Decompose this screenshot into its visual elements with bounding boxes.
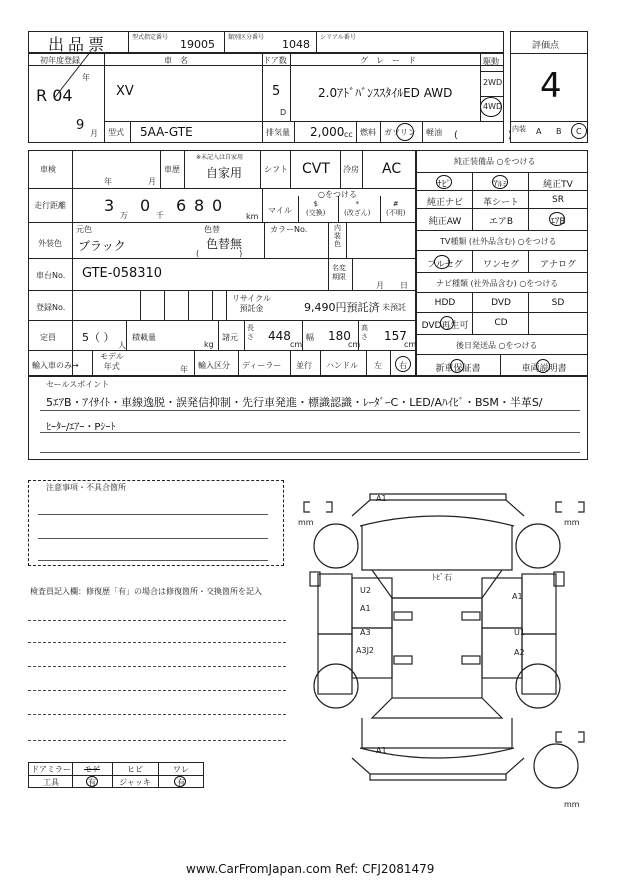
cap-nin: 人 (118, 341, 126, 350)
navi-dvd-play: DVD再生可 (421, 321, 469, 331)
mirror-label: ドアミラー (31, 765, 71, 774)
mirror-ware: ワレ (173, 765, 189, 774)
import-type-label: 輸入区分 (198, 361, 230, 370)
history-value: 自家用 (206, 166, 243, 180)
navi-hdd: HDD (434, 298, 456, 308)
drive-4wd: 4WD (483, 102, 503, 111)
tv-oneseg: ワンセグ (482, 260, 519, 270)
tools-circle (86, 776, 98, 787)
repaint-value: 色替無 (206, 237, 243, 251)
shaken-month-suffix: 月 (148, 177, 156, 186)
equip-leather: 革シート (482, 198, 519, 208)
wid-value: 180 (328, 329, 351, 343)
equip-airbag-circle (549, 212, 565, 226)
handle-label: ハンドル (326, 361, 358, 370)
model-cert-label: 型式指定番号 (132, 34, 169, 41)
jack-circle (174, 776, 186, 787)
chassis-label: 車台No. (36, 271, 66, 280)
dmg-stone: ﾄﾋﾞ石 (432, 573, 452, 582)
mark-note: ○をつける (318, 190, 357, 199)
load-label: 積載量 (132, 333, 156, 342)
dim-label: 諸元 (222, 333, 238, 342)
repaint-bracket: ( ) (196, 249, 243, 258)
mileage-digit-2: 0 (140, 196, 151, 215)
hei-label: 高 さ (361, 324, 368, 341)
header-box (28, 31, 504, 53)
ac-label: 冷房 (343, 165, 359, 174)
drive-4wd-circle (480, 97, 502, 117)
serial-label: シリアル番号 (320, 34, 356, 41)
interior-label: 内装 (512, 125, 526, 133)
equip-alumi-circle (492, 175, 508, 189)
car-name-value: XV (116, 84, 134, 99)
year-suffix: 年 (82, 73, 90, 82)
history-label: 車歴 (164, 165, 180, 174)
ac-value: AC (382, 161, 402, 177)
repaint-label: 色替 (204, 225, 220, 234)
hei-value: 157 (384, 329, 407, 343)
cap-label: 定員 (40, 333, 56, 342)
interior-b: B (556, 127, 562, 136)
len-label: 長 さ (247, 324, 254, 341)
dmg-a1-right: A1 (512, 592, 523, 601)
jack-label: ジャッキ (119, 778, 151, 787)
mirror-hibi: ヒビ (127, 765, 143, 774)
shaken-label: 車検 (40, 165, 56, 174)
fuel-value: ガソリン (384, 128, 416, 137)
orig-color-label: 元色 (76, 225, 92, 234)
equip-sr: SR (552, 195, 564, 205)
navi-label: ナビ種類 (社外品含む) ○をつける (436, 279, 559, 288)
later-manual-circle (536, 359, 550, 373)
dmg-a1-left: A1 (360, 604, 371, 613)
light-oil-label: 軽油 (426, 128, 442, 137)
cap-value: 5（ ） (82, 331, 115, 344)
tools-label: 工具 (43, 778, 59, 787)
first-reg-label: 初年度登録 (40, 56, 80, 65)
tools-value: 有 (88, 778, 96, 787)
mileage-man: 万 (120, 211, 128, 220)
doors-label: ドア数 (263, 56, 287, 65)
tv-fullseg-circle (434, 255, 450, 269)
sales-line-2: ﾋｰﾀｰ/ｴｱｰ・Pｼｰﾄ (46, 422, 116, 433)
name-change-label: 名変 期限 (332, 264, 346, 281)
tv-fullseg: フルセグ (427, 260, 463, 270)
color-no-label: カラーNo. (270, 225, 308, 234)
equip-tv: 純正TV (543, 180, 573, 190)
mileage-digit-4: 8 (194, 196, 205, 215)
mm-bottom-right: mm (564, 800, 580, 809)
handle-left: 左 (374, 361, 382, 370)
handle-right: 右 (399, 361, 407, 370)
equip-std-navi: 純正ナビ (426, 198, 463, 208)
drive-label: 駆動 (483, 57, 499, 66)
mileage-digit-5: 0 (212, 196, 223, 215)
orig-color-value: ブラック (78, 239, 126, 253)
equip-navi-circle (436, 175, 452, 189)
shift-label: シフト (264, 165, 288, 174)
mirror-moge: モゲ (84, 765, 100, 774)
dmg-a1-top: A1 (376, 494, 387, 503)
first-reg-month: 9 (76, 118, 85, 133)
jack-value: 有 (177, 778, 185, 787)
later-manual: 車両説明書 (521, 364, 567, 374)
mileage-km: km (246, 212, 259, 221)
car-name-label: 車 名 (164, 56, 188, 65)
model-cert-value: 19005 (180, 38, 215, 51)
recycle-label: リサイクル 預託金 (232, 294, 271, 313)
model-label: 型式 (108, 128, 124, 137)
interior-a: A (536, 127, 542, 136)
chassis-value: GTE-058310 (82, 266, 163, 281)
later-warranty-circle (450, 359, 464, 373)
class-value: 1048 (282, 38, 310, 51)
wid-label: 幅 (306, 333, 314, 342)
mileage-exchange: $ (交換) (306, 200, 326, 217)
tv-label: TV種類 (社外品含む) ○をつける (440, 237, 557, 246)
equip-airbag-2: ｴｱB (550, 217, 566, 227)
navi-dvd-play-circle (440, 316, 454, 330)
later-label: 後日発送品 ○をつける (456, 341, 538, 350)
hei-cm: cm (404, 340, 417, 349)
mile-label: マイル (268, 206, 292, 215)
navi-dvd: DVD (491, 298, 511, 308)
equip-airbag: エアB (488, 217, 514, 227)
mileage-tampered: * (改ざん) (344, 200, 371, 217)
car-damage-diagram (290, 486, 600, 816)
later-warranty: 新車保証書 (435, 364, 481, 374)
interior-c-circle (571, 123, 587, 139)
dealer: ディーラー (242, 361, 282, 370)
mileage-label: 走行距離 (34, 201, 66, 210)
model-year-label: モデル 年式 (100, 352, 124, 371)
len-value: 448 (268, 329, 291, 343)
int-color-label: 内 装 色 (334, 224, 341, 248)
drive-2wd: 2WD (483, 78, 503, 87)
fuel-circle (396, 123, 414, 141)
light-oil-bracket: ( ) (454, 130, 512, 141)
len-cm: cm (290, 340, 303, 349)
navi-sd: SD (551, 298, 565, 308)
equip-navi: ﾅﾋﾞ (437, 180, 451, 190)
sales-line-1: 5ｴｱB・ｱｲｻｲﾄ・車線逸脱・誤発信抑制・先行車発進・標識認識・ﾚｰﾀﾞｰC・LED/Aﾊｲﾋﾞ・BSM・半革S/ (46, 396, 543, 409)
dmg-a2: A2 (514, 648, 525, 657)
month-suffix: 月 (90, 129, 98, 138)
dmg-a3: A3 (360, 628, 371, 637)
mm-top-right: mm (564, 518, 580, 527)
model-value: 5AA-GTE (140, 125, 193, 139)
doors-value: 5 (272, 84, 281, 99)
shift-value: CVT (302, 161, 330, 177)
score-value: 4 (540, 66, 562, 106)
parallel: 並行 (296, 361, 312, 370)
navi-cd: CD (494, 318, 508, 328)
handle-right-circle (395, 356, 411, 372)
tv-analog: アナログ (539, 260, 576, 270)
wid-cm: cm (348, 340, 361, 349)
mileage-digit-1: 3 (104, 196, 115, 215)
name-change-suffix: 月 日 (376, 281, 408, 290)
disp-label: 排気量 (266, 128, 290, 137)
mileage-digit-3: 6 (176, 196, 187, 215)
class-label: 類別区分番号 (228, 34, 265, 41)
sales-label: セールスポイント (46, 380, 110, 389)
page-title: 出品票 (48, 35, 109, 54)
grade-value: 2.0ｱﾄﾞﾊﾞﾝｽｽﾀｲﾙED AWD (318, 86, 453, 100)
doors-type: D (280, 108, 287, 117)
first-reg-era: R 04 (36, 86, 73, 105)
dmg-u1: U1 (514, 628, 525, 637)
notes-label: 注意事項・不具合箇所 (46, 483, 126, 492)
import-label: 輸入車のみ→ (32, 361, 79, 370)
disp-cc: cc (344, 130, 353, 139)
dmg-u2: U2 (360, 586, 371, 595)
history-note: ※未記入は自家用 (196, 154, 244, 161)
load-kg: kg (204, 340, 214, 349)
fuel-label: 燃料 (360, 128, 376, 137)
dmg-a1-bottom: A1 (376, 746, 387, 755)
ext-color-label: 外装色 (38, 239, 62, 248)
disp-value: 2,000 (310, 125, 345, 139)
dmg-a3j2: A3J2 (356, 646, 375, 655)
footer-ref: www.CarFromJapan.com Ref: CFJ2081479 (186, 862, 435, 876)
recycle-value: 9,490円預託済 (304, 301, 380, 314)
interior-c: C (576, 127, 582, 136)
recycle-no: 未預託 (382, 303, 406, 312)
mileage-sen: 千 (156, 211, 164, 220)
mileage-unknown: # (不明) (386, 200, 406, 217)
std-equip-label: 純正装備品 ○をつける (454, 157, 536, 166)
inspector-label: 検査員記入欄：修復歴「有」の場合は修復箇所・交換箇所を記入 (30, 587, 262, 596)
shaken-year-suffix: 年 (104, 177, 112, 186)
grade-label: グ レ ー ド (360, 56, 416, 65)
equip-alumi: ｱﾙﾐ (493, 180, 507, 190)
model-year-suffix: 年 (180, 365, 188, 374)
equip-std-aw: 純正AW (428, 217, 462, 227)
mm-top-left: mm (298, 518, 314, 527)
score-label: 評価点 (532, 41, 560, 51)
reg-label: 登録No. (36, 303, 66, 312)
